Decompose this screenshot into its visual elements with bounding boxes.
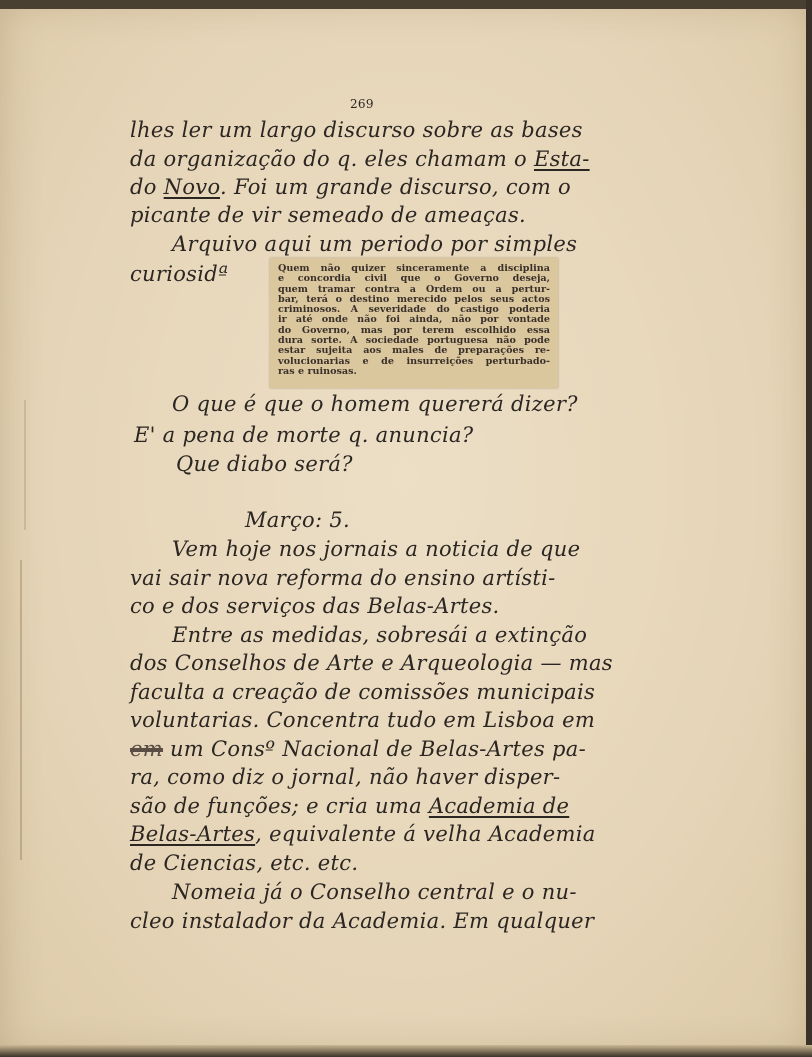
- underlined-word: Esta-: [533, 147, 590, 171]
- struck-word: em: [130, 737, 163, 761]
- newspaper-clipping: [270, 258, 558, 388]
- text-line: ra, como diz o jornal, não haver disper-: [130, 765, 561, 789]
- clipping-line: do Governo, mas por terem escolhido essa: [278, 324, 550, 336]
- clipping-line: ir até onde não foi ainda, não por vontade: [278, 314, 550, 326]
- clipping-line: ras e ruinosas.: [278, 365, 357, 377]
- text-line: de Ciencias, etc. etc.: [130, 851, 359, 875]
- text-line: Belas-Artes, equivalente á velha Academia: [130, 822, 596, 846]
- text-line: da organização do q. eles chamam o Esta-: [130, 147, 590, 171]
- question-line: E' a pena de morte q. anuncia?: [134, 423, 474, 447]
- page-bottom-edge: [0, 1045, 812, 1057]
- text-line: voluntarias. Concentra tudo em Lisboa em: [130, 708, 596, 732]
- clipping-line: Quem não quizer sinceramente a disciplina: [278, 263, 550, 274]
- clipping-line: bar, terá o destino merecido pelos seus actos: [278, 293, 550, 305]
- underlined-phrase: Academia de: [428, 794, 570, 818]
- date-heading: Março: 5.: [245, 508, 350, 532]
- clipping-line: volucionarias e de insurreições perturbado-: [278, 355, 550, 367]
- text-line: do Novo. Foi um grande discurso, com o: [130, 175, 571, 199]
- text-line: curiosidª: [130, 262, 229, 286]
- text-line: cleo instalador da Academia. Em qualquer: [130, 909, 595, 933]
- underlined-phrase: Belas-Artes: [130, 822, 256, 846]
- clipping-line: dura sorte. A sociedade portuguesa não pode: [278, 335, 550, 347]
- text-line: picante de vir semeado de ameaças.: [130, 203, 527, 227]
- underlined-word: Novo: [163, 175, 221, 199]
- page-number: 269: [350, 97, 374, 111]
- binding-mark: [20, 560, 22, 860]
- text-line: lhes ler um largo discurso sobre as bases: [130, 118, 583, 142]
- text-line: são de funções; e cria uma Academia de: [130, 794, 570, 818]
- text-line: vai sair nova reforma do ensino artísti-: [130, 566, 556, 590]
- clipping-line: estar sujeita aos males de preparações re-: [278, 345, 550, 357]
- text-line: Nomeia já o Conselho central e o nu-: [172, 880, 577, 904]
- page-right-edge: [806, 0, 812, 1057]
- text-line: co e dos serviços das Belas-Artes.: [130, 594, 500, 618]
- clipping-line: e concordia civil que o Governo deseja,: [278, 273, 550, 285]
- page-top-edge: [0, 0, 812, 9]
- text-line: Arquivo aqui um periodo por simples: [172, 232, 578, 256]
- text-line: em um Consº Nacional de Belas-Artes pa-: [130, 737, 586, 761]
- question-line: Que diabo será?: [176, 452, 353, 476]
- text-line: faculta a creação de comissões municipais: [130, 680, 596, 704]
- binding-mark: [24, 400, 26, 530]
- clipping-line: quem tramar contra a Ordem ou a pertur-: [278, 283, 550, 295]
- clipping-line: criminosos. A severidade do castigo poderia: [278, 304, 550, 316]
- question-line: O que é que o homem quererá dizer?: [172, 392, 578, 416]
- text-line: dos Conselhos de Arte e Arqueologia — mas: [130, 651, 613, 675]
- text-line: Entre as medidas, sobresái a extinção: [172, 623, 588, 647]
- text-line: Vem hoje nos jornais a noticia de que: [172, 537, 581, 561]
